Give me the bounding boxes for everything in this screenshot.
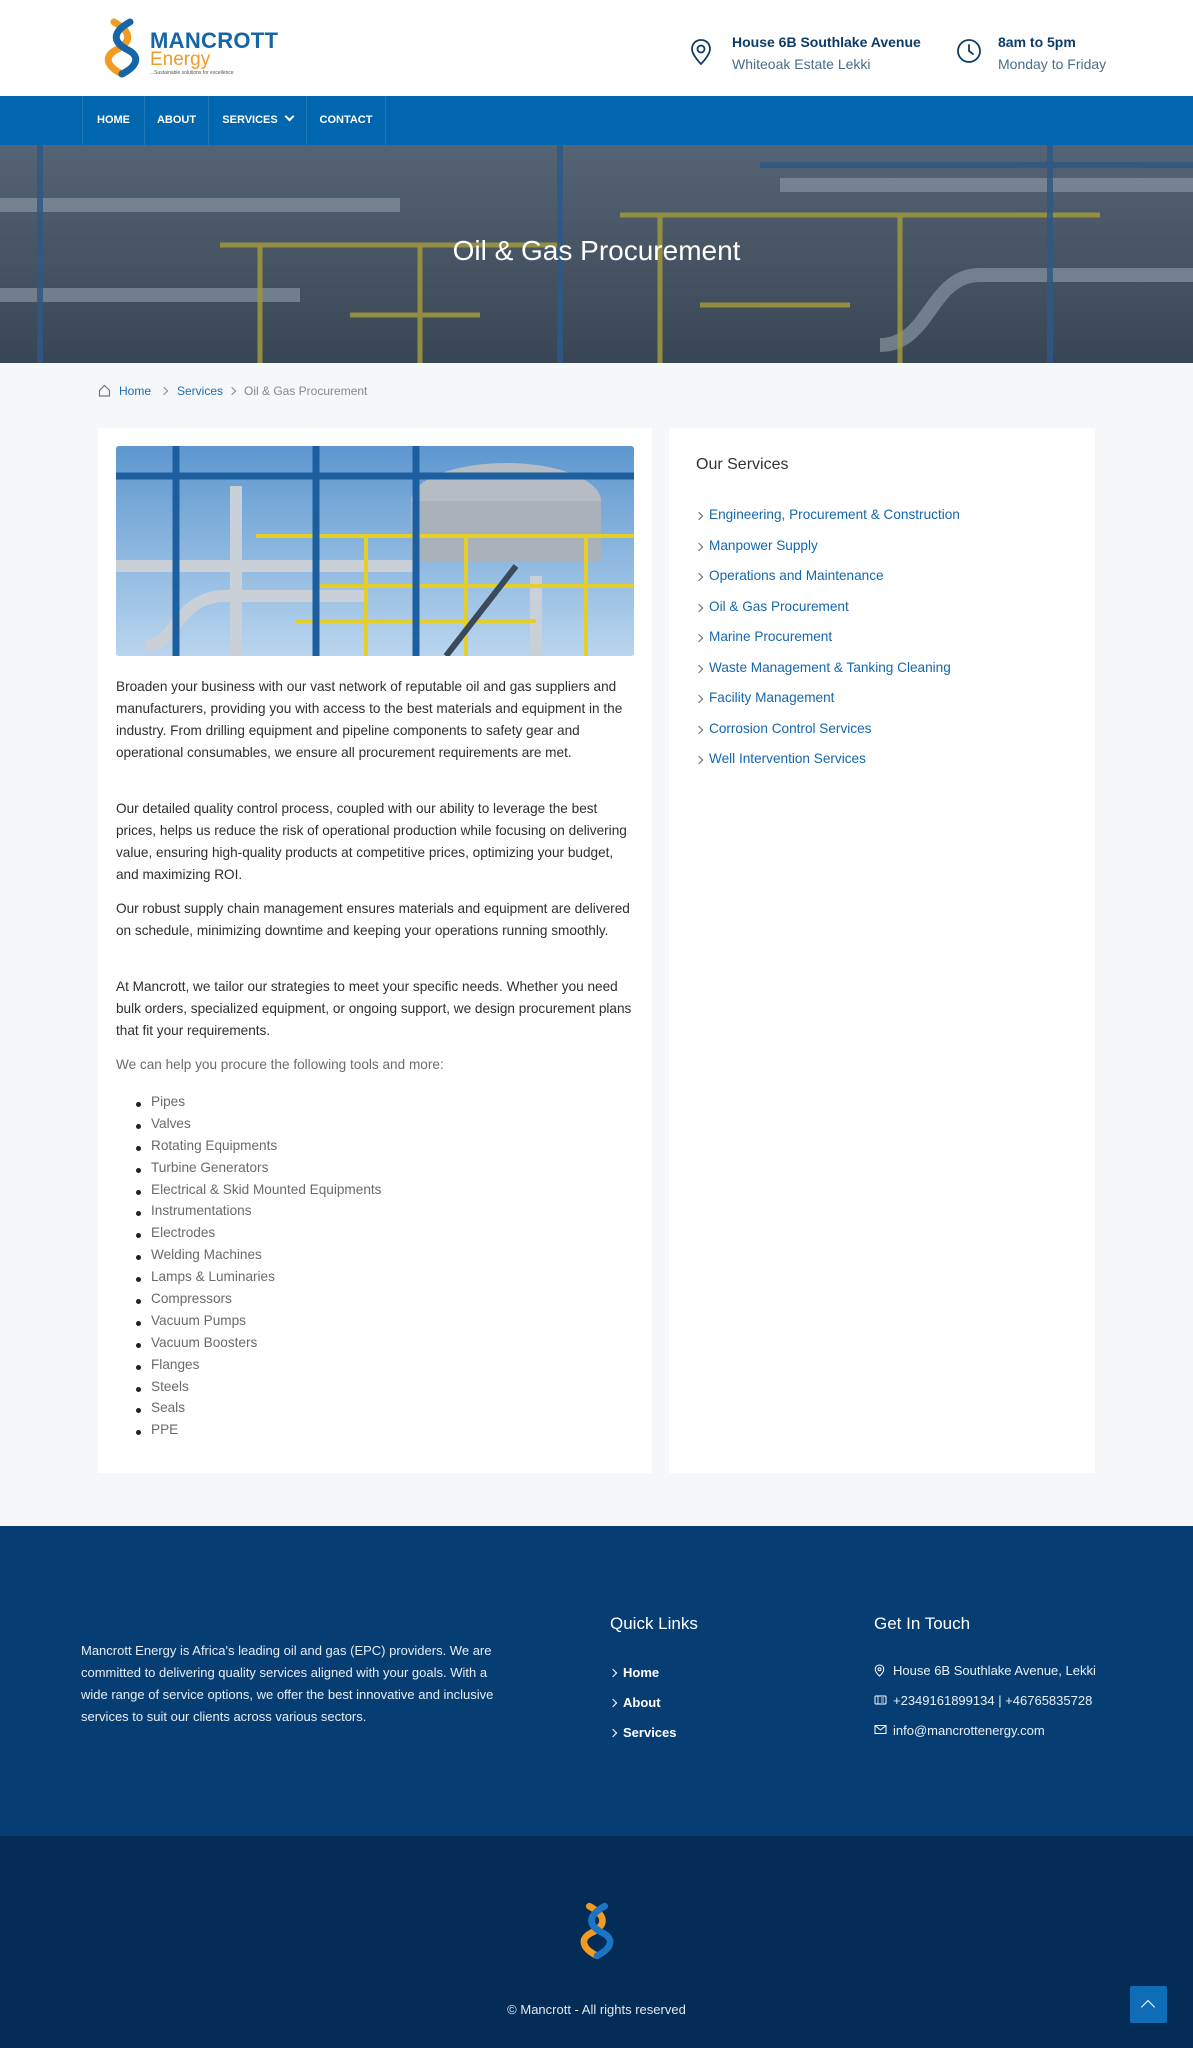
breadcrumb-current: Oil & Gas Procurement	[244, 384, 368, 398]
brand-logo[interactable]	[100, 18, 290, 78]
nav-services-label: SERVICES	[222, 114, 278, 126]
list-item: Flanges	[151, 1357, 611, 1379]
list-item: Pipes	[151, 1094, 611, 1116]
phone-icon	[874, 1694, 887, 1706]
site-footer	[0, 1526, 1193, 1836]
content-paragraph-2: Our detailed quality control process, coupled with our ability to leverage the best prices, helps us reduce the risk of operational production while focusing on delivering value, ensuring high-quality products at competitive prices, optimizing your budget, and maximizing ROI.	[116, 801, 627, 882]
footer-address-text: House 6B Southlake Avenue, Lekki	[893, 1663, 1096, 1678]
services-sidebar	[669, 428, 1095, 1473]
address-line1: House 6B Southlake Avenue	[732, 34, 921, 50]
list-item: Turbine Generators	[151, 1160, 611, 1182]
breadcrumb-home[interactable]: Home	[119, 384, 152, 398]
chevron-down-icon	[284, 112, 294, 122]
content-paragraph-4: At Mancrott, we tailor our strategies to meet your specific needs. Whether you need bulk orders, specialized equipment, or ongoing support, we design procurement plans that fit your requirements.	[116, 979, 632, 1038]
procure-list	[151, 1094, 611, 1444]
nav-services[interactable]	[208, 96, 306, 145]
quick-links-title: Quick Links	[610, 1614, 698, 1633]
nav-about-label: ABOUT	[156, 114, 197, 126]
footer-link-label: Home	[623, 1665, 660, 1680]
sidebar-item-label: Corrosion Control Services	[709, 721, 872, 736]
list-item: Compressors	[151, 1291, 611, 1313]
list-intro: We can help you procure the following tools and more:	[116, 1057, 444, 1072]
list-item: Electrical & Skid Mounted Equipments	[151, 1182, 611, 1204]
main-content	[98, 428, 652, 1473]
footer-phone-text: +2349161899134 | +46765835728	[893, 1693, 1093, 1708]
nav-home-label: HOME	[97, 114, 130, 126]
sidebar-item-label: Operations and Maintenance	[709, 568, 884, 583]
list-item: Valves	[151, 1116, 611, 1138]
sidebar-item-label: Well Intervention Services	[709, 751, 866, 766]
chevron-right-icon	[695, 726, 703, 734]
list-item: Vacuum Pumps	[151, 1313, 611, 1335]
chevron-right-icon	[695, 543, 703, 551]
logo-tagline: ...Sustainable solutions for excellence	[150, 70, 234, 76]
nav-contact[interactable]	[306, 96, 386, 145]
mail-icon	[874, 1724, 887, 1735]
breadcrumb-separator-icon	[228, 387, 236, 395]
sidebar-item-label: Marine Procurement	[709, 629, 833, 644]
sidebar-item-label: Waste Management & Tanking Cleaning	[709, 660, 951, 675]
main-nav	[0, 96, 1193, 145]
chevron-right-icon	[609, 1669, 617, 1677]
list-item: Seals	[151, 1400, 611, 1422]
list-item: Rotating Equipments	[151, 1138, 611, 1160]
sidebar-item-label: Manpower Supply	[709, 538, 818, 553]
footer-link-label: Services	[623, 1725, 677, 1740]
nav-contact-label: CONTACT	[319, 114, 373, 126]
chevron-right-icon	[609, 1699, 617, 1707]
top-header	[0, 0, 1193, 96]
header-hours	[956, 34, 1136, 74]
hours-line2: Monday to Friday	[998, 56, 1107, 72]
chevron-right-icon	[695, 573, 703, 581]
chevron-right-icon	[695, 634, 703, 642]
sidebar-item-label: Engineering, Procurement & Construction	[709, 507, 960, 522]
footer-link-label: About	[623, 1695, 661, 1710]
footer-email-text: info@mancrottenergy.com	[893, 1723, 1045, 1738]
list-item: Welding Machines	[151, 1247, 611, 1269]
chevron-right-icon	[695, 665, 703, 673]
page-title: Oil & Gas Procurement	[452, 235, 741, 266]
chevron-right-icon	[695, 695, 703, 703]
procurement-image	[116, 446, 634, 656]
logo-helix-icon	[100, 18, 144, 78]
header-address	[690, 34, 930, 74]
sidebar-item-label: Oil & Gas Procurement	[709, 599, 849, 614]
list-item: Steels	[151, 1379, 611, 1401]
breadcrumb-services[interactable]: Services	[177, 384, 224, 398]
list-item: Vacuum Boosters	[151, 1335, 611, 1357]
list-item: Lamps & Luminaries	[151, 1269, 611, 1291]
copyright: © Mancrott - All rights reserved	[507, 2002, 686, 2017]
page-hero	[0, 145, 1193, 363]
list-item: PPE	[151, 1422, 611, 1444]
hours-line1: 8am to 5pm	[998, 34, 1076, 50]
breadcrumb-separator-icon	[160, 387, 168, 395]
home-icon[interactable]	[98, 384, 111, 397]
chevron-right-icon	[695, 604, 703, 612]
content-paragraph-1: Broaden your business with our vast network of reputable oil and gas suppliers and manufacturers, providing you with access to the best materials and equipment in the industry. From drilling equipment and pipeline components to safety gear and operational consumables, we ensure all procurement requirements are met.	[116, 679, 623, 760]
address-line2: Whiteoak Estate Lekki	[732, 56, 871, 72]
sidebar-title: Our Services	[696, 456, 789, 473]
chevron-right-icon	[695, 756, 703, 764]
footer-about: Mancrott Energy is Africa's leading oil and gas (EPC) providers. We are committed to delivering quality services aligned with your goals. With a wide range of service options, we offer the best innovative and inclusive services to suit our clients across various sectors.	[81, 1643, 494, 1724]
clock-icon	[956, 38, 982, 64]
contact-title: Get In Touch	[874, 1614, 971, 1633]
nav-about[interactable]	[144, 96, 208, 145]
refinery-photo-image	[116, 446, 634, 656]
nav-home[interactable]	[82, 96, 144, 145]
sidebar-item-label: Facility Management	[709, 690, 835, 705]
location-pin-icon	[874, 1664, 885, 1677]
content-paragraph-3: Our robust supply chain management ensures materials and equipment are delivered on schedule, minimizing downtime and keeping your operations running smoothly.	[116, 901, 630, 938]
footer-bottom	[0, 1836, 1193, 2048]
logo-sub: Energy	[150, 49, 211, 70]
footer-logo-icon[interactable]	[576, 1902, 618, 1960]
list-item: Instrumentations	[151, 1203, 611, 1225]
chevron-right-icon	[695, 512, 703, 520]
chevron-right-icon	[609, 1729, 617, 1737]
scroll-to-top-button[interactable]	[1130, 1986, 1167, 2023]
location-pin-icon	[690, 38, 712, 66]
list-item: Electrodes	[151, 1225, 611, 1247]
logo-name: MANCROTT	[150, 28, 279, 53]
